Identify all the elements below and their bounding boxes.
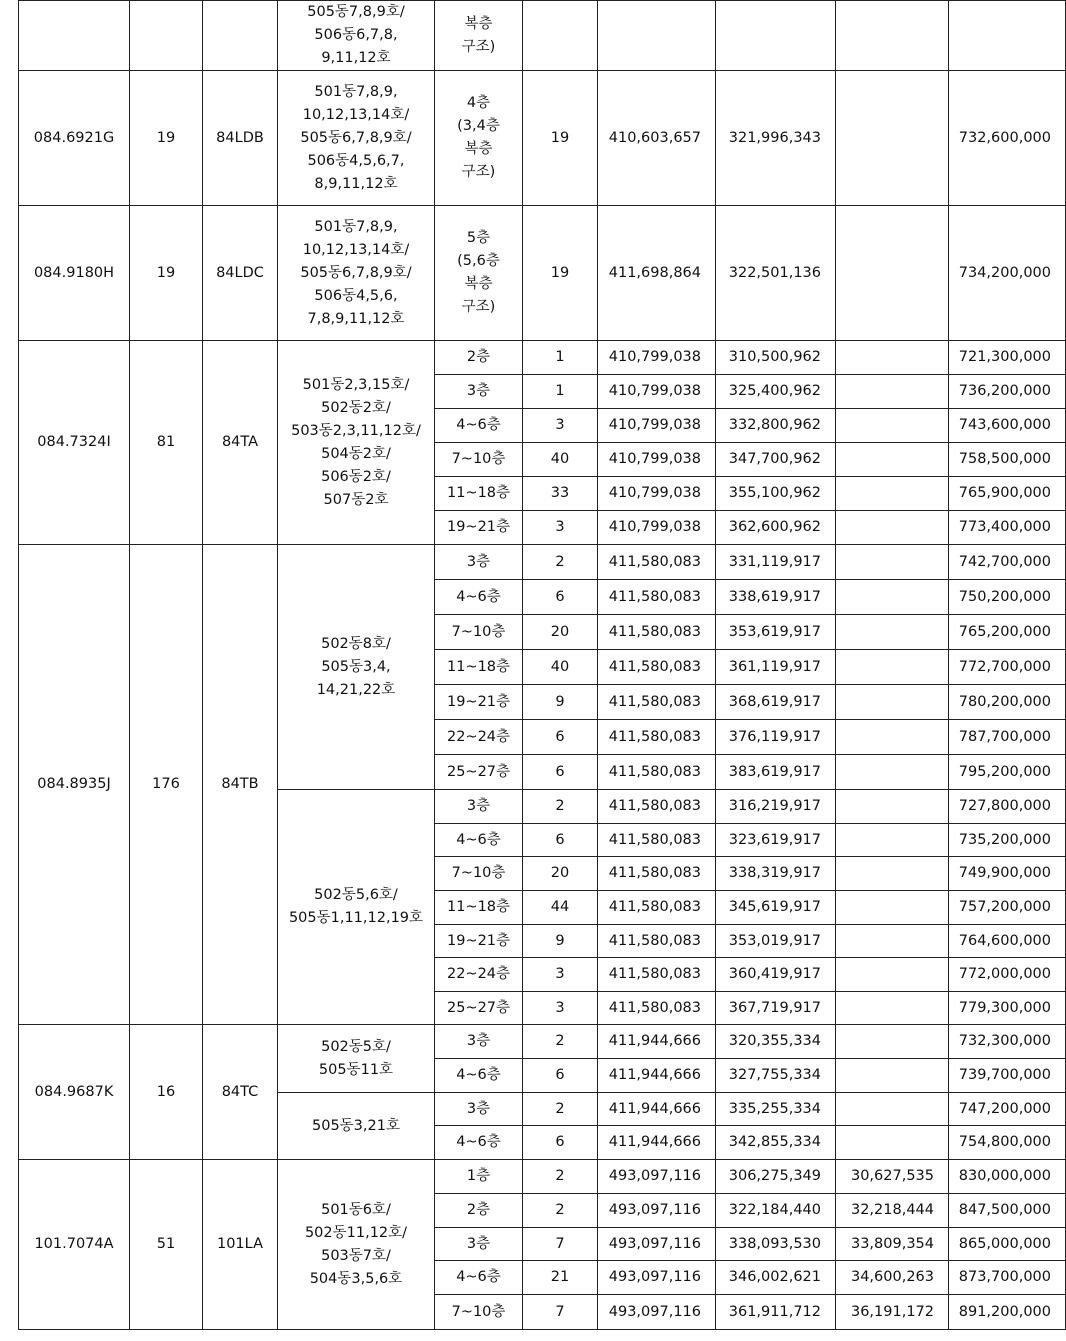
- land-price-cell: 411,580,083: [598, 958, 716, 992]
- unit-numbers-cell: 501동6호/ 502동11,12호/ 503동7호/ 504동3,5,6호: [278, 1160, 435, 1330]
- floor-cell: 3층: [435, 1093, 523, 1126]
- unit-count-cell: 19: [130, 71, 203, 206]
- table-row: [19, 545, 1066, 580]
- total-price-cell: 747,200,000: [949, 1093, 1066, 1126]
- household-count-cell: 44: [523, 891, 598, 925]
- vat-cell: [836, 891, 949, 925]
- vat-cell: 36,191,172: [836, 1295, 949, 1330]
- building-price-cell: 323,619,917: [716, 824, 836, 857]
- floor-cell: 19~21층: [435, 685, 523, 720]
- vat-cell: 33,809,354: [836, 1228, 949, 1261]
- building-price-cell: 353,619,917: [716, 615, 836, 650]
- building-price-cell: 331,119,917: [716, 545, 836, 580]
- floor-cell: 5층 (5,6층 복층 구조): [435, 206, 523, 341]
- household-count-cell: 20: [523, 857, 598, 891]
- model-cell: 84TC: [203, 1025, 278, 1160]
- household-count-cell: 9: [523, 925, 598, 958]
- table-row: [19, 206, 1066, 341]
- price-table-container: [18, 0, 1066, 1330]
- vat-cell: [836, 790, 949, 824]
- land-price-cell: 411,580,083: [598, 925, 716, 958]
- household-count-cell: 1: [523, 375, 598, 409]
- total-price-cell: 732,300,000: [949, 1025, 1066, 1059]
- household-count-cell: 21: [523, 1261, 598, 1295]
- vat-cell: 34,600,263: [836, 1261, 949, 1295]
- vat-cell: [836, 477, 949, 511]
- building-price-cell: 306,275,349: [716, 1160, 836, 1194]
- household-count-cell: 6: [523, 755, 598, 790]
- floor-cell: 2층: [435, 341, 523, 375]
- floor-cell: 3층: [435, 545, 523, 580]
- vat-cell: [836, 650, 949, 685]
- building-price-cell: 345,619,917: [716, 891, 836, 925]
- vat-cell: [836, 857, 949, 891]
- land-price-cell: 493,097,116: [598, 1295, 716, 1330]
- floor-cell: 7~10층: [435, 443, 523, 477]
- building-price-cell: 332,800,962: [716, 409, 836, 443]
- vat-cell: [836, 206, 949, 341]
- total-price-cell: 891,200,000: [949, 1295, 1066, 1330]
- household-count-cell: 2: [523, 1194, 598, 1228]
- vat-cell: 30,627,535: [836, 1160, 949, 1194]
- land-price-cell: 493,097,116: [598, 1228, 716, 1261]
- unit-count-cell: 81: [130, 341, 203, 545]
- total-price-cell: 750,200,000: [949, 580, 1066, 615]
- unit-count-cell: [130, 1, 203, 71]
- household-count-cell: 6: [523, 1059, 598, 1093]
- table-row: [19, 1025, 1066, 1059]
- building-price-cell: 361,911,712: [716, 1295, 836, 1330]
- total-price-cell: 764,600,000: [949, 925, 1066, 958]
- land-price-cell: 411,580,083: [598, 755, 716, 790]
- household-count-cell: 20: [523, 615, 598, 650]
- household-count-cell: 2: [523, 1093, 598, 1126]
- household-count-cell: 6: [523, 824, 598, 857]
- household-count-cell: 6: [523, 1126, 598, 1160]
- model-cell: 84LDC: [203, 206, 278, 341]
- building-price-cell: 316,219,917: [716, 790, 836, 824]
- total-price-cell: 721,300,000: [949, 341, 1066, 375]
- land-price-cell: 493,097,116: [598, 1160, 716, 1194]
- vat-cell: [836, 545, 949, 580]
- total-price-cell: 727,800,000: [949, 790, 1066, 824]
- vat-cell: 32,218,444: [836, 1194, 949, 1228]
- household-count-cell: 7: [523, 1295, 598, 1330]
- land-price-cell: 411,944,666: [598, 1025, 716, 1059]
- household-count-cell: 2: [523, 545, 598, 580]
- building-price-cell: 362,600,962: [716, 511, 836, 545]
- building-price-cell: 327,755,334: [716, 1059, 836, 1093]
- model-cell: [203, 1, 278, 71]
- land-price-cell: 410,799,038: [598, 341, 716, 375]
- total-price-cell: 787,700,000: [949, 720, 1066, 755]
- total-price-cell: 758,500,000: [949, 443, 1066, 477]
- total-price-cell: 743,600,000: [949, 409, 1066, 443]
- total-price-cell: 765,900,000: [949, 477, 1066, 511]
- vat-cell: [836, 755, 949, 790]
- land-price-cell: 410,799,038: [598, 409, 716, 443]
- vat-cell: [836, 71, 949, 206]
- floor-cell: 3층: [435, 790, 523, 824]
- floor-cell: 3층: [435, 1228, 523, 1261]
- vat-cell: [836, 992, 949, 1025]
- building-price-cell: 320,355,334: [716, 1025, 836, 1059]
- unit-numbers-cell: 502동5,6호/ 505동1,11,12,19호: [278, 790, 435, 1025]
- household-count-cell: 40: [523, 443, 598, 477]
- unit-count-cell: 176: [130, 545, 203, 1025]
- unit-count-cell: 51: [130, 1160, 203, 1330]
- unit-numbers-cell: 505동7,8,9호/ 506동6,7,8, 9,11,12호: [278, 1, 435, 71]
- floor-cell: 11~18층: [435, 891, 523, 925]
- household-count-cell: 6: [523, 720, 598, 755]
- building-price-cell: 325,400,962: [716, 375, 836, 409]
- land-price-cell: 411,580,083: [598, 857, 716, 891]
- building-price-cell: 368,619,917: [716, 685, 836, 720]
- building-price-cell: 338,319,917: [716, 857, 836, 891]
- floor-cell: 4~6층: [435, 1126, 523, 1160]
- floor-cell: 4~6층: [435, 1261, 523, 1295]
- table-row: [19, 1, 1066, 71]
- land-price-cell: 411,944,666: [598, 1093, 716, 1126]
- land-price-cell: 411,580,083: [598, 615, 716, 650]
- unit-count-cell: 16: [130, 1025, 203, 1160]
- building-price-cell: 322,501,136: [716, 206, 836, 341]
- land-price-cell: [598, 1, 716, 71]
- household-count-cell: 2: [523, 1160, 598, 1194]
- building-price-cell: 346,002,621: [716, 1261, 836, 1295]
- total-price-cell: 736,200,000: [949, 375, 1066, 409]
- floor-cell: 22~24층: [435, 720, 523, 755]
- total-price-cell: 830,000,000: [949, 1160, 1066, 1194]
- price-table: [18, 0, 1066, 1330]
- vat-cell: [836, 1126, 949, 1160]
- total-price-cell: 847,500,000: [949, 1194, 1066, 1228]
- floor-cell: 7~10층: [435, 857, 523, 891]
- table-row: [19, 1160, 1066, 1194]
- vat-cell: [836, 925, 949, 958]
- floor-cell: 11~18층: [435, 477, 523, 511]
- unit-numbers-cell: 505동3,21호: [278, 1093, 435, 1160]
- vat-cell: [836, 580, 949, 615]
- land-price-cell: 411,580,083: [598, 685, 716, 720]
- building-price-cell: 347,700,962: [716, 443, 836, 477]
- floor-cell: 25~27층: [435, 992, 523, 1025]
- household-count-cell: 3: [523, 511, 598, 545]
- total-price-cell: 873,700,000: [949, 1261, 1066, 1295]
- model-cell: 84TB: [203, 545, 278, 1025]
- floor-cell: 1층: [435, 1160, 523, 1194]
- floor-cell: 3층: [435, 1025, 523, 1059]
- total-price-cell: 865,000,000: [949, 1228, 1066, 1261]
- household-count-cell: 3: [523, 958, 598, 992]
- vat-cell: [836, 1025, 949, 1059]
- land-price-cell: 411,580,083: [598, 650, 716, 685]
- floor-cell: 11~18층: [435, 650, 523, 685]
- total-price-cell: 773,400,000: [949, 511, 1066, 545]
- table-row: [19, 71, 1066, 206]
- housing-type-cell: 084.9687K: [19, 1025, 130, 1160]
- building-price-cell: 322,184,440: [716, 1194, 836, 1228]
- floor-cell: 4~6층: [435, 580, 523, 615]
- vat-cell: [836, 1, 949, 71]
- land-price-cell: 410,799,038: [598, 511, 716, 545]
- unit-numbers-cell: 501동2,3,15호/ 502동2호/ 503동2,3,11,12호/ 504동2호/ 506동2호/ 507동2호: [278, 341, 435, 545]
- vat-cell: [836, 958, 949, 992]
- floor-cell: 2층: [435, 1194, 523, 1228]
- floor-cell: 4~6층: [435, 1059, 523, 1093]
- total-price-cell: 749,900,000: [949, 857, 1066, 891]
- floor-cell: 7~10층: [435, 615, 523, 650]
- total-price-cell: 739,700,000: [949, 1059, 1066, 1093]
- total-price-cell: 742,700,000: [949, 545, 1066, 580]
- land-price-cell: 411,580,083: [598, 992, 716, 1025]
- land-price-cell: 410,799,038: [598, 443, 716, 477]
- vat-cell: [836, 341, 949, 375]
- vat-cell: [836, 1093, 949, 1126]
- household-count-cell: 7: [523, 1228, 598, 1261]
- household-count-cell: 3: [523, 409, 598, 443]
- building-price-cell: 310,500,962: [716, 341, 836, 375]
- land-price-cell: 411,580,083: [598, 720, 716, 755]
- household-count-cell: 1: [523, 341, 598, 375]
- vat-cell: [836, 720, 949, 755]
- housing-type-cell: 084.7324I: [19, 341, 130, 545]
- household-count-cell: 40: [523, 650, 598, 685]
- total-price-cell: [949, 1, 1066, 71]
- land-price-cell: 411,580,083: [598, 824, 716, 857]
- floor-cell: 복층 구조): [435, 1, 523, 71]
- household-count-cell: 2: [523, 1025, 598, 1059]
- household-count-cell: [523, 1, 598, 71]
- floor-cell: 4층 (3,4층 복층 구조): [435, 71, 523, 206]
- total-price-cell: 765,200,000: [949, 615, 1066, 650]
- unit-count-cell: 19: [130, 206, 203, 341]
- housing-type-cell: 101.7074A: [19, 1160, 130, 1330]
- building-price-cell: 361,119,917: [716, 650, 836, 685]
- unit-numbers-cell: 502동5호/ 505동11호: [278, 1025, 435, 1093]
- floor-cell: 22~24층: [435, 958, 523, 992]
- total-price-cell: 732,600,000: [949, 71, 1066, 206]
- housing-type-cell: 084.6921G: [19, 71, 130, 206]
- land-price-cell: 411,580,083: [598, 891, 716, 925]
- land-price-cell: 493,097,116: [598, 1194, 716, 1228]
- vat-cell: [836, 375, 949, 409]
- building-price-cell: 321,996,343: [716, 71, 836, 206]
- vat-cell: [836, 1059, 949, 1093]
- total-price-cell: 772,000,000: [949, 958, 1066, 992]
- total-price-cell: 734,200,000: [949, 206, 1066, 341]
- total-price-cell: 772,700,000: [949, 650, 1066, 685]
- floor-cell: 19~21층: [435, 511, 523, 545]
- land-price-cell: 411,944,666: [598, 1126, 716, 1160]
- household-count-cell: 19: [523, 71, 598, 206]
- total-price-cell: 795,200,000: [949, 755, 1066, 790]
- building-price-cell: 383,619,917: [716, 755, 836, 790]
- building-price-cell: 360,419,917: [716, 958, 836, 992]
- building-price-cell: 335,255,334: [716, 1093, 836, 1126]
- vat-cell: [836, 685, 949, 720]
- unit-numbers-cell: 501동7,8,9, 10,12,13,14호/ 505동6,7,8,9호/ 506동4,5,6,7, 8,9,11,12호: [278, 71, 435, 206]
- building-price-cell: 355,100,962: [716, 477, 836, 511]
- housing-type-cell: 084.9180H: [19, 206, 130, 341]
- land-price-cell: 411,580,083: [598, 790, 716, 824]
- vat-cell: [836, 615, 949, 650]
- household-count-cell: 6: [523, 580, 598, 615]
- floor-cell: 19~21층: [435, 925, 523, 958]
- vat-cell: [836, 824, 949, 857]
- building-price-cell: [716, 1, 836, 71]
- table-row: [19, 341, 1066, 375]
- floor-cell: 4~6층: [435, 409, 523, 443]
- land-price-cell: 411,580,083: [598, 580, 716, 615]
- vat-cell: [836, 511, 949, 545]
- household-count-cell: 9: [523, 685, 598, 720]
- building-price-cell: 342,855,334: [716, 1126, 836, 1160]
- vat-cell: [836, 409, 949, 443]
- total-price-cell: 754,800,000: [949, 1126, 1066, 1160]
- building-price-cell: 338,619,917: [716, 580, 836, 615]
- floor-cell: 25~27층: [435, 755, 523, 790]
- household-count-cell: 19: [523, 206, 598, 341]
- land-price-cell: 411,698,864: [598, 206, 716, 341]
- building-price-cell: 353,019,917: [716, 925, 836, 958]
- total-price-cell: 735,200,000: [949, 824, 1066, 857]
- land-price-cell: 410,799,038: [598, 477, 716, 511]
- housing-type-cell: [19, 1, 130, 71]
- household-count-cell: 2: [523, 790, 598, 824]
- household-count-cell: 33: [523, 477, 598, 511]
- building-price-cell: 376,119,917: [716, 720, 836, 755]
- unit-numbers-cell: 501동7,8,9, 10,12,13,14호/ 505동6,7,8,9호/ 506동4,5,6, 7,8,9,11,12호: [278, 206, 435, 341]
- land-price-cell: 493,097,116: [598, 1261, 716, 1295]
- household-count-cell: 3: [523, 992, 598, 1025]
- total-price-cell: 780,200,000: [949, 685, 1066, 720]
- land-price-cell: 411,580,083: [598, 545, 716, 580]
- model-cell: 84TA: [203, 341, 278, 545]
- building-price-cell: 367,719,917: [716, 992, 836, 1025]
- land-price-cell: 410,799,038: [598, 375, 716, 409]
- total-price-cell: 779,300,000: [949, 992, 1066, 1025]
- floor-cell: 3층: [435, 375, 523, 409]
- building-price-cell: 338,093,530: [716, 1228, 836, 1261]
- land-price-cell: 410,603,657: [598, 71, 716, 206]
- floor-cell: 4~6층: [435, 824, 523, 857]
- unit-numbers-cell: 502동8호/ 505동3,4, 14,21,22호: [278, 545, 435, 790]
- total-price-cell: 757,200,000: [949, 891, 1066, 925]
- floor-cell: 7~10층: [435, 1295, 523, 1330]
- housing-type-cell: 084.8935J: [19, 545, 130, 1025]
- model-cell: 101LA: [203, 1160, 278, 1330]
- vat-cell: [836, 443, 949, 477]
- land-price-cell: 411,944,666: [598, 1059, 716, 1093]
- model-cell: 84LDB: [203, 71, 278, 206]
